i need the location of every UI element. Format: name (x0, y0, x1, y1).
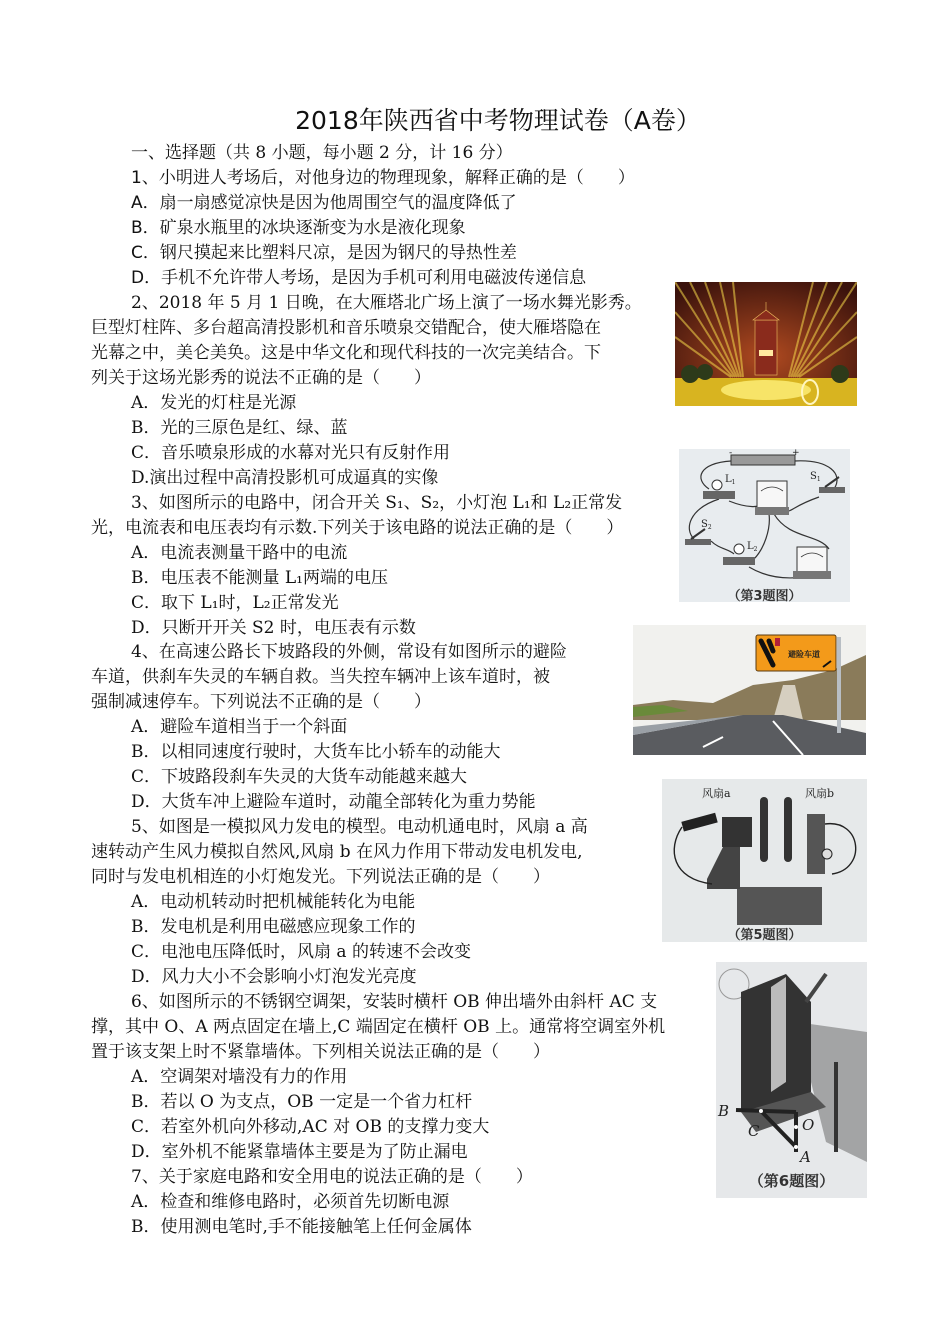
option-c: C．下坡路段刹车失灵的大货车动能越来越大 (131, 767, 468, 787)
circuit-diagram (679, 449, 850, 602)
option-b: B．光的三原色是红、绿、蓝 (131, 418, 348, 438)
question-stem: 速转动产生风力模拟自然风,风扇 b 在风力作用下带动发电机发电, (91, 842, 583, 862)
option-d: D.演出过程中高清投影机可成逼真的实像 (131, 468, 439, 488)
option-b: B．矿泉水瓶里的冰块逐渐变为水是液化现象 (131, 218, 466, 238)
svg-text:-: - (729, 449, 733, 458)
option-a: A．发光的灯柱是光源 (131, 393, 297, 413)
question-stem: 巨型灯柱阵、多台超高清投影机和音乐喷泉交错配合，使大雁塔隐在 (91, 318, 601, 338)
figure-caption: （第6题图） (748, 1172, 835, 1190)
ac-bracket-photo (716, 962, 867, 1198)
option-c: C．取下 L₁时，L₂正常发光 (131, 593, 339, 613)
option-c: C．若室外机向外移动,AC 对 OB 的支撑力变大 (131, 1117, 490, 1137)
question-stem: 列关于这场光影秀的说法不正确的是（ ） (91, 368, 431, 388)
point-o-label: O (802, 1116, 815, 1134)
question-stem: 2、2018 年 5 月 1 日晚，在大雁塔北广场上演了一场水舞光影秀。 (131, 293, 642, 313)
option-d: D．只断开开关 S2 时，电压表有示数 (131, 618, 416, 638)
option-d: D．手机不允许带人考场，是因为手机可利用电磁波传递信息 (131, 268, 587, 288)
option-d: D．室外机不能紧靠墙体主要是为了防止漏电 (131, 1142, 468, 1162)
option-a: A．电动机转动时把机械能转化为电能 (131, 892, 416, 912)
section-heading: 一、选择题（共 8 小题，每小题 2 分，计 16 分） (131, 143, 513, 163)
option-c: C．音乐喷泉形成的水幕对光只有反射作用 (131, 443, 451, 463)
option-a: A．电流表测量干路中的电流 (131, 543, 348, 563)
option-b: B．使用测电笔时,手不能接触笔上任何金属体 (131, 1217, 472, 1237)
option-b: B．电压表不能测量 L₁两端的电压 (131, 568, 388, 588)
question-stem: 光，电流表和电压表均有示数.下列关于该电路的说法正确的是（ ） (91, 518, 624, 538)
question-stem: 4、在高速公路长下坡路段的外侧，常设有如图所示的避险 (131, 642, 567, 662)
svg-text:S2: $S_2$ (701, 519, 712, 531)
document-title: 2018年陕西省中考物理试卷（A卷） (295, 106, 701, 135)
question-stem: 5、如图是一模拟风力发电的模型。电动机通电时，风扇 a 高 (131, 817, 588, 837)
option-a: A．扇一扇感觉凉快是因为他周围空气的温度降低了 (131, 193, 517, 213)
option-c: C．电池电压降低时，风扇 a 的转速不会改变 (131, 942, 471, 962)
question-stem (131, 491, 622, 515)
option-b: B．以相同速度行驶时，大货车比小轿车的动能大 (131, 742, 501, 762)
question-stem: 1、小明进人考场后，对他身边的物理现象，解释正确的是（ ） (131, 168, 635, 188)
question-stem: 强制减速停车。下列说法不正确的是（ ） (91, 692, 431, 712)
point-b-label: B (718, 1102, 730, 1120)
question-stem: 同时与发电机相连的小灯炮发光。下列说法正确的是（ ） (91, 867, 550, 887)
question-stem: 撑，其中 O、A 两点固定在墙上,C 端固定在横杆 OB 上。通常将空调室外机 (91, 1017, 666, 1037)
question-stem: 7、关于家庭电路和安全用电的说法正确的是（ ） (131, 1167, 533, 1187)
wind-power-model-photo (662, 779, 867, 942)
fan-a-label: 风扇a (702, 787, 731, 800)
option-b: B．发电机是利用电磁感应现象工作的 (131, 917, 416, 937)
question-stem: 置于该支架上时不紧靠墙体。下列相关说法正确的是（ ） (91, 1042, 550, 1062)
question-stem: 车道，供刹车失灵的车辆自救。当失控车辆冲上该车道时，被 (91, 667, 550, 687)
option-d: D．大货车冲上避险车道时，动龍全部转化为重力势能 (131, 792, 536, 812)
option-c: C．钢尺摸起来比塑料尺凉，是因为钢尺的导热性差 (131, 243, 517, 263)
fan-b-label: 风扇b (805, 787, 835, 800)
emergency-escape-ramp-photo (633, 625, 866, 755)
svg-text:L1: $L_1$ (725, 474, 736, 486)
option-a: A．空调架对墙没有力的作用 (131, 1067, 348, 1087)
big-wild-goose-pagoda-light-show-photo (675, 282, 857, 406)
option-a: A．检查和维修电路时，必须首先切断电源 (131, 1192, 450, 1212)
question-stem-text: 3、如图所示的电路中，闭合开关 S₁、S₂，小灯泡 L₁和 L₂正常发 (131, 493, 623, 513)
option-b: B．若以 O 为支点，OB 一定是一个省力杠杆 (131, 1092, 473, 1112)
svg-text:S1: $S_1$ (810, 471, 821, 483)
escape-ramp-sign-text: 避险车道 (788, 650, 820, 659)
svg-text:L2: $L_2$ (747, 541, 758, 553)
point-a-label: A (800, 1148, 811, 1166)
svg-text:+: + (792, 449, 800, 458)
figure-caption: （第3题图） (727, 589, 802, 602)
question-stem: 光幕之中，美仑美奂。这是中华文化和现代科技的一次完美结合。下 (91, 343, 601, 363)
option-d: D．风力大小不会影响小灯泡发光亮度 (131, 967, 417, 987)
point-c-label: C (748, 1122, 760, 1140)
option-a: A．避险车道相当于一个斜面 (131, 717, 348, 737)
figure-caption: （第5题图） (727, 928, 802, 942)
question-stem: 6、如图所示的不锈钢空调架，安装时横杆 OB 伸出墙外由斜杆 AC 支 (131, 992, 658, 1012)
